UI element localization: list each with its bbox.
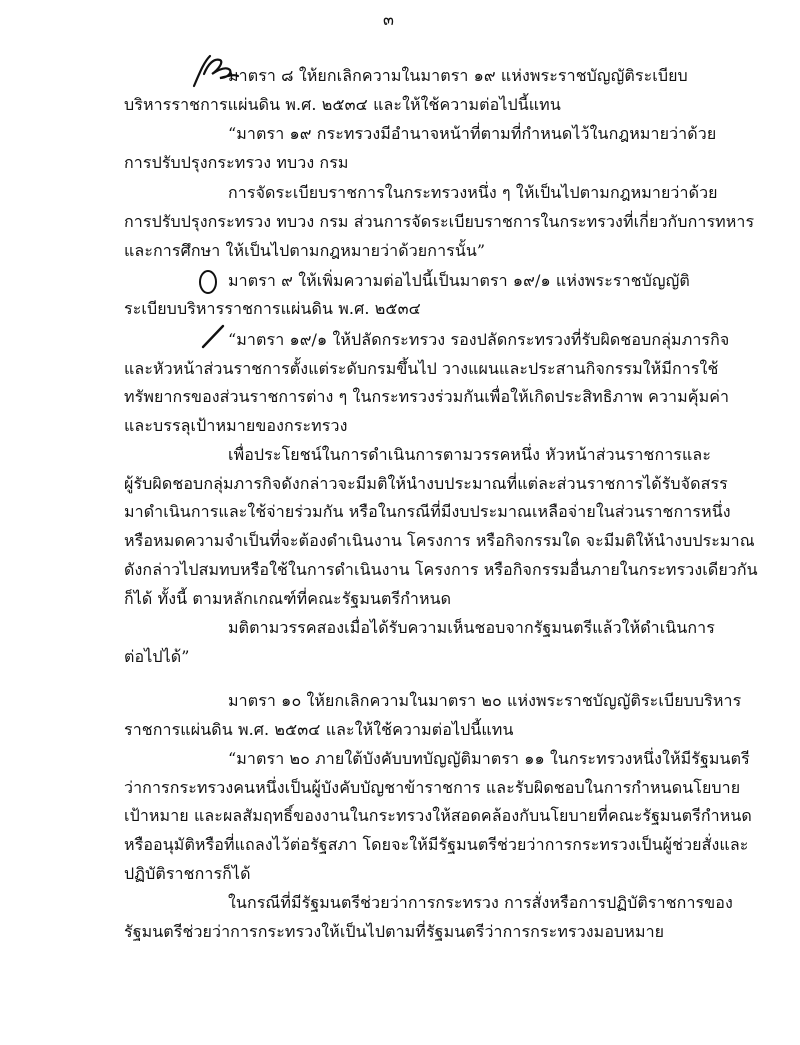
section9-p1-line3: ทรัพยากรของส่วนราชการต่าง ๆ ในกระทรวงร่วมกันเพื่อให้เกิดประสิทธิภาพ ความคุ้มค่า: [124, 387, 730, 406]
section9-heading-line2: ระเบียบบริหารราชการแผ่นดิน พ.ศ. ๒๕๓๔: [124, 299, 421, 318]
section8-quote1-line2: การปรับปรุงกระทรวง ทบวง กรม: [124, 153, 349, 172]
section10-p2-line2: รัฐมนตรีช่วยว่าการกระทรวงให้เป็นไปตามที่รัฐมนตรีว่าการกระทรวงมอบหมาย: [124, 922, 665, 941]
section9-p2-line5: ดังกล่าวไปสมทบหรือใช้ในการดำเนินงาน โครงการ หรือกิจกรรมอื่นภายในกระทรวงเดียวกัน: [124, 560, 758, 579]
handwritten-check-mark: [200, 323, 226, 349]
section9-p2-line1: เพื่อประโยชน์ในการดำเนินการตามวรรคหนึ่ง หัวหน้าส่วนราชการและ: [228, 445, 712, 464]
section10-p1-line5: ปฏิบัติราชการก็ได้: [124, 864, 251, 883]
section10-p1-line3: เป้าหมาย และผลสัมฤทธิ์ของงานในกระทรวงให้สอดคล้องกับนโยบายที่คณะรัฐมนตรีกำหนด: [124, 806, 752, 825]
section10-p1-line4: หรืออนุมัติหรือที่แถลงไว้ต่อรัฐสภา โดยจะให้มีรัฐมนตรีช่วยว่าการกระทรวงเป็นผู้ช่วยสั่งและ: [124, 835, 749, 854]
handwritten-circle-mark: [197, 268, 219, 296]
section10-p1-line1: “มาตรา ๒๐ ภายใต้บังคับบทบัญญัติมาตรา ๑๑ ในกระทรวงหนึ่งให้มีรัฐมนตรี: [228, 749, 750, 768]
section10-heading-line1: มาตรา ๑๐ ให้ยกเลิกความในมาตรา ๒๐ แห่งพระราชบัญญัติระเบียบบริหาร: [228, 691, 742, 710]
section10-heading-line2: ราชการแผ่นดิน พ.ศ. ๒๕๓๔ และให้ใช้ความต่อไปนี้แทน: [124, 720, 514, 739]
section9-p2-line4: หรือหมดความจำเป็นที่จะต้องดำเนินงาน โครงการ หรือกิจกรรมใด จะมีมติให้นำงบประมาณ: [124, 531, 755, 550]
page-number: ๓: [383, 10, 394, 29]
section8-quote2-line2: การปรับปรุงกระทรวง ทบวง กรม ส่วนการจัดระเบียบราชการในกระทรวงที่เกี่ยวกับการทหาร: [124, 212, 755, 231]
section8-heading-line2: บริหารราชการแผ่นดิน พ.ศ. ๒๕๓๔ และให้ใช้ความต่อไปนี้แทน: [124, 95, 561, 114]
section9-heading-line1: มาตรา ๙ ให้เพิ่มความต่อไปนี้เป็นมาตรา ๑๙/๑ แห่งพระราชบัญญัติ: [228, 271, 690, 290]
section8-heading-line1: มาตรา ๘ ให้ยกเลิกความในมาตรา ๑๙ แห่งพระราชบัญญัติระเบียบ: [228, 66, 688, 85]
section9-p1-line4: และบรรลุเป้าหมายของกระทรวง: [124, 416, 348, 435]
section10-p1-line2: ว่าการกระทรวงคนหนึ่งเป็นผู้บังคับบัญชาข้าราชการ และรับผิดชอบในการกำหนดนโยบาย: [124, 778, 741, 797]
section9-p3-line1: มติตามวรรคสองเมื่อได้รับความเห็นชอบจากรัฐมนตรีแล้วให้ดำเนินการ: [228, 618, 715, 637]
section10-p2-line1: ในกรณีที่มีรัฐมนตรีช่วยว่าการกระทรวง การสั่งหรือการปฏิบัติราชการของ: [228, 893, 733, 912]
section9-p2-line6: ก็ได้ ทั้งนี้ ตามหลักเกณฑ์ที่คณะรัฐมนตรีกำหนด: [124, 589, 452, 608]
section9-p1-line1: “มาตรา ๑๙/๑ ให้ปลัดกระทรวง รองปลัดกระทรวงที่รับผิดชอบกลุ่มภารกิจ: [228, 330, 730, 349]
section9-p2-line3: มาดำเนินการและใช้จ่ายร่วมกัน หรือในกรณีที่มีงบประมาณเหลือจ่ายในส่วนราชการหนึ่ง: [124, 502, 731, 521]
section9-p1-line2: และหัวหน้าส่วนราชการตั้งแต่ระดับกรมขึ้นไป วางแผนและประสานกิจกรรมให้มีการใช้: [124, 359, 719, 378]
section8-quote1-line1: “มาตรา ๑๙ กระทรวงมีอำนาจหน้าที่ตามที่กำหนดไว้ในกฎหมายว่าด้วย: [228, 124, 717, 143]
section8-quote2-line1: การจัดระเบียบราชการในกระทรวงหนึ่ง ๆ ให้เป็นไปตามกฎหมายว่าด้วย: [228, 183, 718, 202]
section8-quote2-line3: และการศึกษา ให้เป็นไปตามกฎหมายว่าด้วยการนั้น”: [124, 241, 486, 260]
section9-p2-line2: ผู้รับผิดชอบกลุ่มภารกิจดังกล่าวจะมีมติให้นำงบประมาณที่แต่ละส่วนราชการได้รับจัดสรร: [124, 474, 728, 493]
section9-p3-line2: ต่อไปได้”: [124, 647, 190, 666]
